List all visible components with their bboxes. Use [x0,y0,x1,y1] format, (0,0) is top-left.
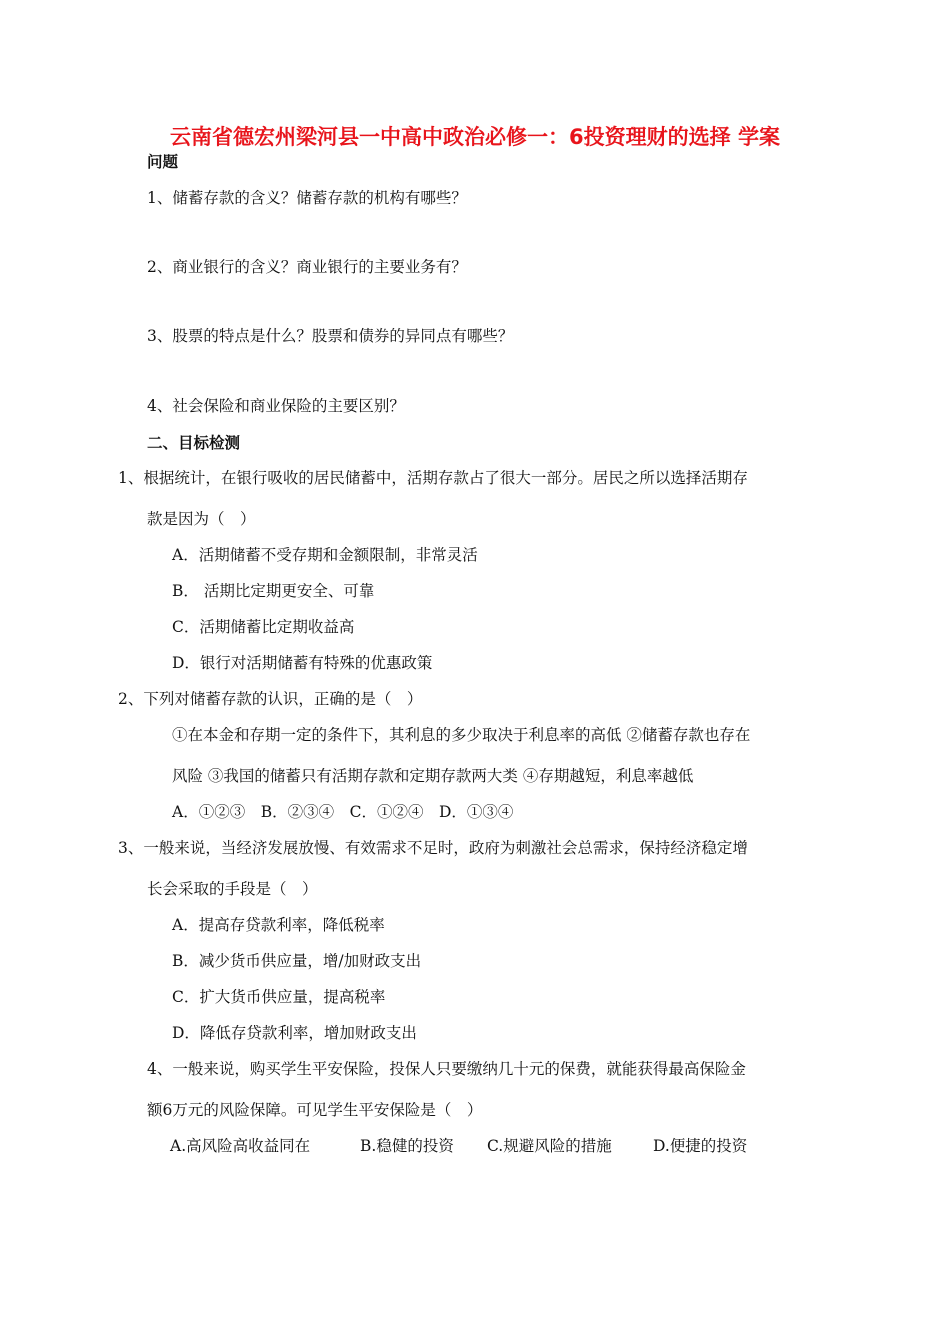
exercise-1-option-b: B． 活期比定期更安全、可靠 [172,582,375,600]
exercise-3-option-a: A．提高存贷款利率，降低税率 [172,916,385,934]
exercise-1-option-c: C．活期储蓄比定期收益高 [172,618,355,636]
exercise-4-option-c: C.规避风险的措施 [487,1137,612,1155]
exercise-3-stem-line1: 3、一般来说，当经济发展放慢、有效需求不足时，政府为刺激社会总需求，保持经济稳定增 [118,839,748,857]
question-2: 2、商业银行的含义？商业银行的主要业务有？ [147,258,467,276]
exercise-2-statements-line2: 风险 ③我国的储蓄只有活期存款和定期存款两大类 ④存期越短，利息率越低 [172,767,694,785]
exercise-3-option-d: D．降低存贷款利率，增加财政支出 [172,1024,417,1042]
exercise-4-option-a: A.高风险高收益同在 [170,1137,311,1155]
exercise-1-option-d: D．银行对活期储蓄有特殊的优惠政策 [172,654,433,672]
exercise-2-statements-line1: ①在本金和存期一定的条件下，其利息的多少取决于利息率的高低 ②储蓄存款也存在 [172,726,751,744]
exercise-4-stem-line2: 额6万元的风险保障。可见学生平安保险是（ ） [147,1101,483,1119]
exercise-1-stem-line2: 款是因为（ ） [147,510,256,528]
exercise-3-stem-line2: 长会采取的手段是（ ） [147,880,318,898]
exercise-3-option-b: B．减少货币供应量，增/加财政支出 [172,952,422,970]
section-heading-questions: 问题 [147,153,179,171]
question-3: 3、股票的特点是什么？股票和债券的异同点有哪些？ [147,327,514,345]
exercise-2-answers: A．①②③ B．②③④ C．①②④ D．①③④ [172,803,514,821]
question-1: 1、储蓄存款的含义？储蓄存款的机构有哪些？ [147,189,467,207]
exercise-1-stem-line1: 1、根据统计，在银行吸收的居民储蓄中，活期存款占了很大一部分。居民之所以选择活期存 [118,469,748,487]
exercise-1-option-a: A．活期储蓄不受存期和金额限制，非常灵活 [172,546,478,564]
exercise-2-stem: 2、下列对储蓄存款的认识，正确的是（ ） [118,690,423,708]
exercise-3-option-c: C．扩大货币供应量，提高税率 [172,988,386,1006]
exercise-4-option-d: D.便捷的投资 [653,1137,748,1155]
document-title: 云南省德宏州梁河县一中高中政治必修一：6投资理财的选择 学案 [170,125,780,149]
exercise-4-stem-line1: 4、一般来说，购买学生平安保险，投保人只要缴纳几十元的保费，就能获得最高保险金 [147,1060,746,1078]
section-heading-target-test: 二、目标检测 [147,434,241,452]
exercise-4-option-b: B.稳健的投资 [360,1137,454,1155]
question-4: 4、社会保险和商业保险的主要区别？ [147,397,405,415]
